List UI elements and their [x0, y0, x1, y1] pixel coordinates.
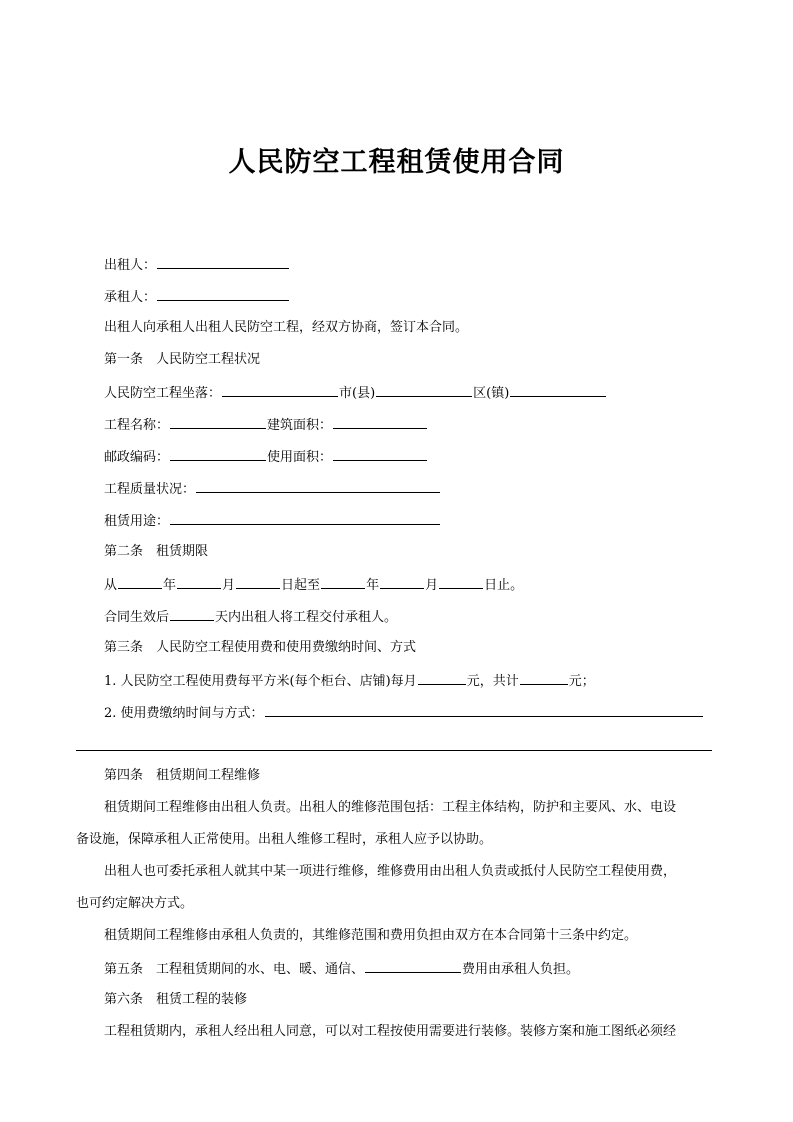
fee-2-line	[104, 702, 704, 724]
start-year-blank[interactable]	[118, 574, 162, 589]
effective-text: 天内出租人将工程交付承租人。	[215, 610, 398, 625]
effective-line	[104, 606, 397, 628]
lessee-line	[104, 286, 290, 308]
article-4-paragraph-1: 租赁期间工程维修由出租人负责。出租人的维修范围包括：工程主体结构，防护和主要风、水、电设	[104, 800, 677, 815]
location-label: 人民防空工程坐落：	[104, 386, 222, 401]
month-label: 月	[425, 578, 439, 593]
district-blank[interactable]	[510, 382, 606, 397]
end-day-label: 日止。	[484, 578, 524, 593]
period-line	[104, 574, 523, 596]
start-day-label: 日起至	[281, 578, 321, 593]
building-area-label: 建筑面积：	[267, 418, 333, 433]
purpose-label: 租赁用途：	[104, 514, 170, 529]
total-fee-blank[interactable]	[520, 670, 568, 685]
quality-line	[104, 478, 441, 500]
postal-line	[104, 446, 428, 468]
article-4-paragraph-1-cont: 备设施，保障承租人正常使用。出租人维修工程时，承租人应予以协助。	[76, 832, 493, 847]
building-area-blank[interactable]	[333, 414, 427, 429]
intro-line: 出租人向承租人出租人民防空工程，经双方协商，签订本合同。	[104, 320, 469, 335]
month-label: 月	[222, 578, 236, 593]
fee-total-label: 元，共计	[466, 674, 519, 689]
year-label: 年	[366, 578, 380, 593]
district-label: 区(镇)	[473, 386, 510, 401]
location-address-blank[interactable]	[222, 382, 338, 397]
end-day-blank[interactable]	[439, 574, 483, 589]
period-from-label: 从	[104, 578, 118, 593]
payment-method-continuation-blank[interactable]	[76, 750, 712, 751]
article-2-heading: 第二条 租赁期限	[104, 544, 209, 559]
lessee-label: 承租人：	[104, 290, 157, 305]
fee-unit-label: 元；	[568, 674, 595, 689]
start-day-blank[interactable]	[236, 574, 280, 589]
end-month-blank[interactable]	[380, 574, 424, 589]
delivery-days-blank[interactable]	[170, 606, 214, 621]
article-6-paragraph-1: 工程租赁期内，承租人经出租人同意，可以对工程按使用需要进行装修。装修方案和施工图纸必须经	[104, 1024, 677, 1039]
lessor-line	[104, 254, 290, 276]
purpose-line	[104, 510, 441, 532]
location-line	[104, 382, 607, 404]
start-month-blank[interactable]	[177, 574, 221, 589]
article-4-paragraph-3: 租赁期间工程维修由承租人负责的，其维修范围和费用负担由双方在本合同第十三条中约定。	[104, 928, 638, 943]
fee-1-line	[104, 670, 595, 692]
monthly-fee-blank[interactable]	[418, 670, 466, 685]
article-5-heading: 第五条 工程租赁期间的水、电、暖、通信、	[104, 962, 365, 977]
project-name-blank[interactable]	[170, 414, 266, 429]
lessor-label: 出租人：	[104, 258, 157, 273]
year-label: 年	[163, 578, 177, 593]
effective-label: 合同生效后	[104, 610, 170, 625]
document-title: 人民防空工程租赁使用合同	[228, 147, 565, 178]
lessee-blank[interactable]	[157, 286, 289, 301]
city-blank[interactable]	[376, 382, 472, 397]
usable-area-label: 使用面积：	[267, 450, 333, 465]
article-6-heading: 第六条 租赁工程的装修	[104, 992, 248, 1007]
quality-label: 工程质量状况：	[104, 482, 196, 497]
project-name-label: 工程名称：	[104, 418, 170, 433]
purpose-blank[interactable]	[170, 510, 440, 525]
article-1-heading: 第一条 人民防空工程状况	[104, 352, 261, 367]
article-5-text: 费用由承租人负担。	[462, 962, 580, 977]
usable-area-blank[interactable]	[333, 446, 427, 461]
article-4-heading: 第四条 租赁期间工程维修	[104, 768, 261, 783]
payment-method-blank[interactable]	[265, 702, 703, 717]
utilities-blank[interactable]	[365, 958, 461, 973]
fee-rate-label: 1. 人民防空工程使用费每平方米(每个柜台、店铺)每月	[104, 674, 417, 689]
end-year-blank[interactable]	[321, 574, 365, 589]
article-5-line	[104, 958, 579, 980]
article-4-paragraph-2: 出租人也可委托承租人就其中某一项进行维修，维修费用由出租人负责或抵付人民防空工程使用费，	[104, 864, 677, 879]
postal-code-label: 邮政编码：	[104, 450, 170, 465]
payment-method-label: 2. 使用费缴纳时间与方式：	[104, 706, 264, 721]
article-4-paragraph-2-cont: 也可约定解决方式。	[76, 896, 194, 911]
quality-blank[interactable]	[196, 478, 440, 493]
lessor-blank[interactable]	[157, 254, 289, 269]
article-3-heading: 第三条 人民防空工程使用费和使用费缴纳时间、方式	[104, 640, 417, 655]
city-label: 市(县)	[339, 386, 376, 401]
postal-code-blank[interactable]	[170, 446, 266, 461]
project-name-line	[104, 414, 428, 436]
